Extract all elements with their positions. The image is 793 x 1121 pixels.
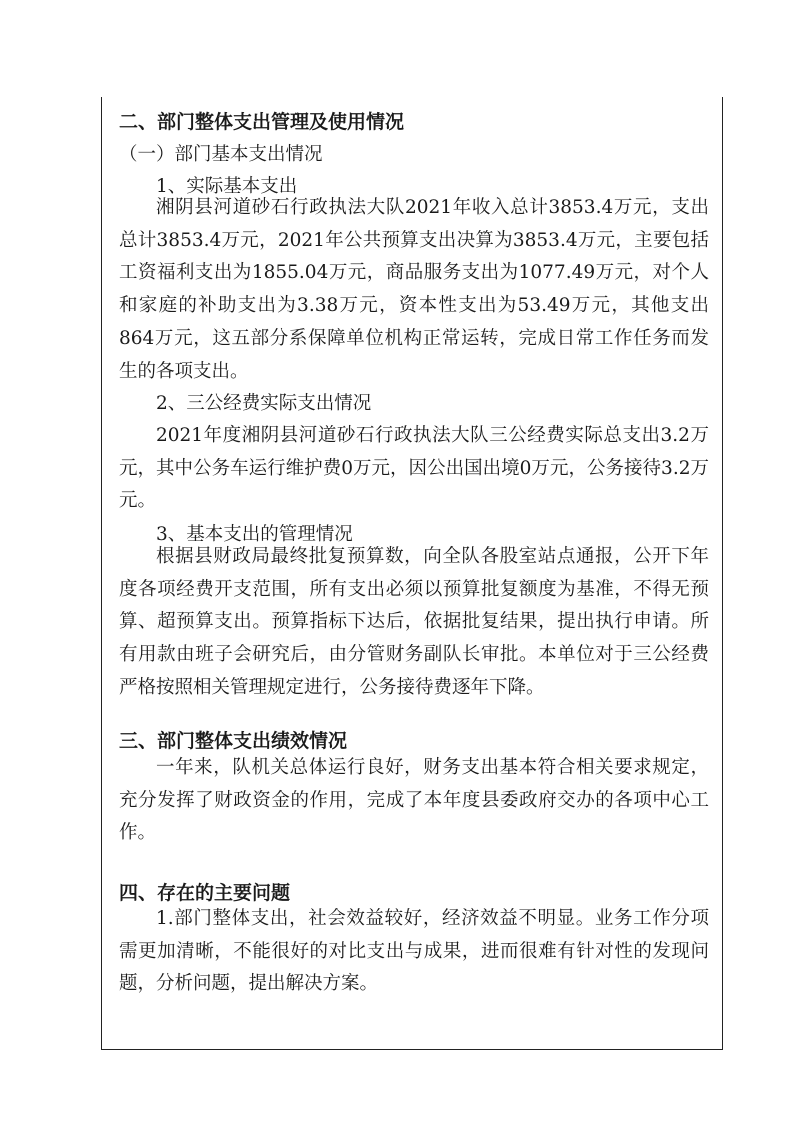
item-1-title: 1、实际基本支出: [156, 176, 298, 197]
section-4-body: 1.部门整体支出，社会效益较好，经济效益不明显。业务工作分项需更加清晰，不能很好的对比支出与成果，进而很难有针对性的发现问题，分析问题，提出解决方案。: [119, 908, 709, 995]
item-1-body: 湘阴县河道砂石行政执法大队2021年收入总计3853.4万元，支出总计3853.4万元，2021年公共预算支出决算为3853.4万元，主要包括工资福利支出为1855.04万元，商品服务支出为1077.49万元，对个人和家庭的补助支出为3.38万元，资本性支出为53.49万元，其他支出864万元，这五部分系保障单位机构正常运转，完成日常工作任务而发生的各项支出。: [119, 197, 709, 382]
section-4-heading: 四、存在的主要问题: [119, 882, 291, 904]
section-3-heading: 三、部门整体支出绩效情况: [119, 730, 348, 752]
section-3-body: 一年来，队机关总体运行良好，财务支出基本符合相关要求规定，充分发挥了财政资金的作用，完成了本年度县委政府交办的各项中心工作。: [119, 757, 709, 844]
item-2-title: 2、三公经费实际支出情况: [156, 393, 372, 414]
item-3-body: 根据县财政局最终批复预算数，向全队各股室站点通报，公开下年度各项经费开支范围，所有支出必须以预算批复额度为基准，不得无预算、超预算支出。预算指标下达后，依据批复结果，提出执行申请。所有用款由班子会研究后，由分管财务副队长审批。本单位对于三公经费严格按照相关管理规定进行，公务接待费逐年下降。: [119, 546, 709, 698]
section-2-subheading: （一）部门基本支出情况: [119, 144, 323, 165]
item-2-body: 2021年度湘阴县河道砂石行政执法大队三公经费实际总支出3.2万元，其中公务车运行维护费0万元，因公出国出境0万元，公务接待3.2万元。: [119, 425, 709, 512]
section-2-heading: 二、部门整体支出管理及使用情况: [119, 111, 405, 133]
item-3-title: 3、基本支出的管理情况: [156, 524, 353, 545]
